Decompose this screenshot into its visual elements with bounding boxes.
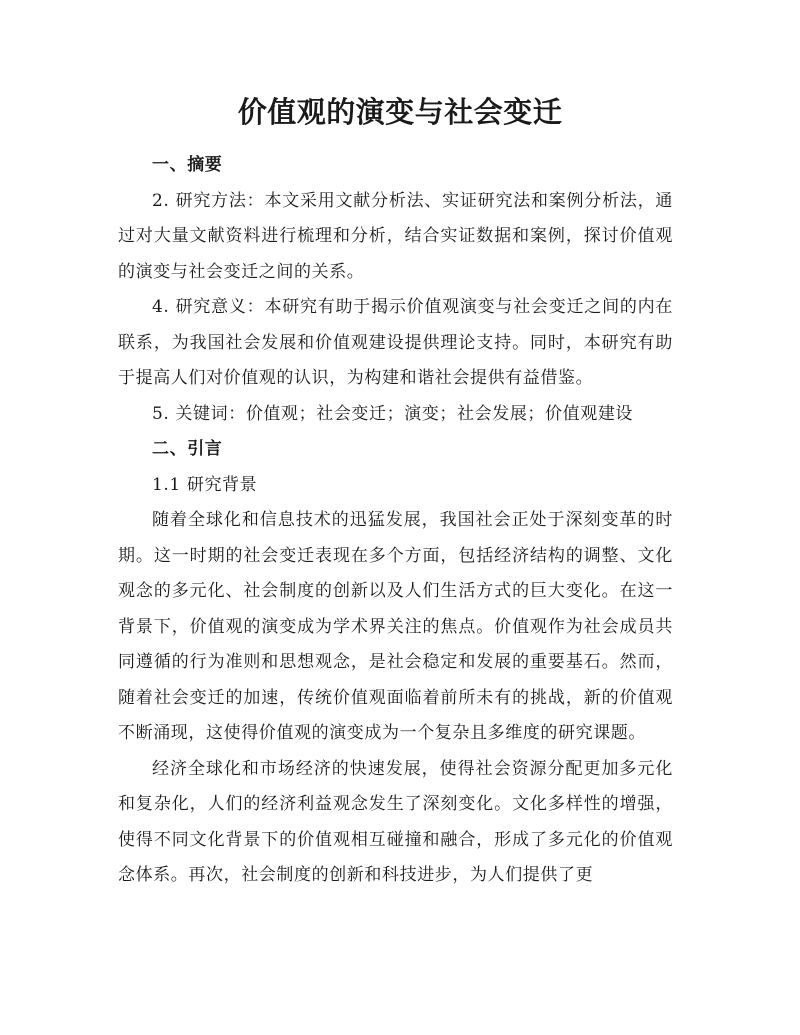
abstract-significance-paragraph: 4. 研究意义：本研究有助于揭示价值观演变与社会变迁之间的内在联系，为我国社会发展和价值观建设提供理论支持。同时，本研究有助于提高人们对价值观的认识，为构建和谐社会提供有益借鉴。 xyxy=(118,297,673,388)
abstract-method-paragraph: 2. 研究方法：本文采用文献分析法、实证研究法和案例分析法，通过对大量文献资料进行梳理和分析，结合实证数据和案例，探讨价值观的演变与社会变迁之间的关系。 xyxy=(118,190,673,282)
background-paragraph-1: 随着全球化和信息技术的迅猛发展，我国社会正处于深刻变革的时期。这一时期的社会变迁表现在多个方面，包括经济结构的调整、文化观念的多元化、社会制度的创新以及人们生活方式的巨大变化。在这一背景下，价值观的演变成为学术界关注的焦点。价值观作为社会成员共同遵循的行为准则和思想观念，是社会稳定和发展的重要基石。然而，随着社会变迁的加速，传统价值观面临着前所未有的挑战，新的价值观不断涌现，这使得价值观的演变成为一个复杂且多维度的研究课题。 xyxy=(118,510,673,743)
abstract-keywords-paragraph: 5. 关键词：价值观；社会变迁；演变；社会发展；价值观建设 xyxy=(152,403,634,424)
subsection-heading-background: 1.1 研究背景 xyxy=(152,474,258,495)
section-heading-abstract: 一、摘要 xyxy=(152,155,223,175)
document-body xyxy=(118,148,673,894)
section-heading-introduction: 二、引言 xyxy=(152,439,223,459)
document-title: 价值观的演变与社会变迁 xyxy=(237,95,563,129)
background-paragraph-2: 经济全球化和市场经济的快速发展，使得社会资源分配更加多元化和复杂化，人们的经济利益观念发生了深刻变化。文化多样性的增强，使得不同文化背景下的价值观相互碰撞和融合，形成了多元化的价值观念体系。再次，社会制度的创新和科技进步，为人们提供了更 xyxy=(118,758,673,885)
